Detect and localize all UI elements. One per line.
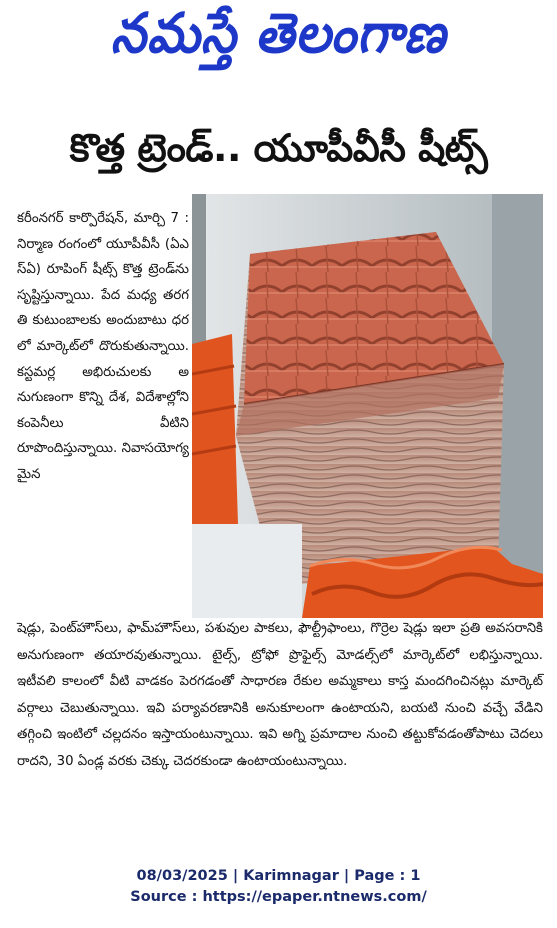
article-body-full: షెడ్లు, పెంట్‌హౌస్‌లు, ఫామ్‌హౌస్‌లు, పశువుల పాకలు, ఫౌల్ట్రీఫాంలు, గొర్రెల షెడ్లు ఇలా ప్రతి అవసరానికి అనుగుణంగా తయారవుతున్నాయి. టైల్స్, ట్రోఫో ప్రొఫైల్స్ మోడల్స్‌లో మార్కెట్‌లో లభిస్తున్నాయి. ఇటీవలి కాలంలో వీటి వాడకం పెరగడంతో సాధారణ రేకుల అమ్మకాలు కాస్త మందగించినట్లు మార్కెట్ వర్గాలు చెబుతున్నాయి. ఇవి పర్యావరణానికి అనుకూలంగా ఉంటాయని, బయటి నుంచి వచ్చే వేడిని తగ్గించి ఇంటిలో చల్లదనం ఇస్తాయంటున్నాయి. ఇవి అగ్ని ప్రమాదాల నుంచి తట్టుకోవడంతోపాటు చెదలు రాదని, 30 ఏండ్ల వరకు చెక్కు చెదరకుండా ఉంటాయంటున్నాయి. <box>17 621 543 769</box>
page-footer <box>0 866 557 908</box>
footer-edition-info: 08/03/2025 | Karimnagar | Page : 1 <box>136 868 421 884</box>
masthead <box>0 0 557 80</box>
article-body-narrow: కరీంనగర్ కార్పొరేషన్, మార్చి 7 : నిర్మాణ రంగంలో యూపీవీసీ (ఏఎస్ఏ) రూపింగ్ షీట్స్ కొత్త ట్రెండ్‌ను సృష్టిస్తున్నాయి. పేద మధ్య తరగతి కుటుంబాలకు అందుబాటు ధరలో మార్కెట్‌లో దొరుకుతున్నాయి. కస్టమర్ల అభిరుచులకు అనుగుణంగా కొన్ని దేశ, విదేశాల్లోని కంపెనీలు వీటిని రూపొందిస్తున్నాయి. నివాసయోగ్యమైన <box>17 211 189 482</box>
article-headline: కొత్త ట్రెండ్.. యూపీవీసీ షీట్స్ <box>69 126 488 170</box>
footer-source-link[interactable]: Source : https://epaper.ntnews.com/ <box>130 889 427 905</box>
headline-area <box>0 118 557 188</box>
newspaper-title: నమస్తే తెలంగాణ <box>110 0 447 65</box>
stacked-roof-sheets-image <box>192 194 543 618</box>
article-photo <box>192 194 543 618</box>
